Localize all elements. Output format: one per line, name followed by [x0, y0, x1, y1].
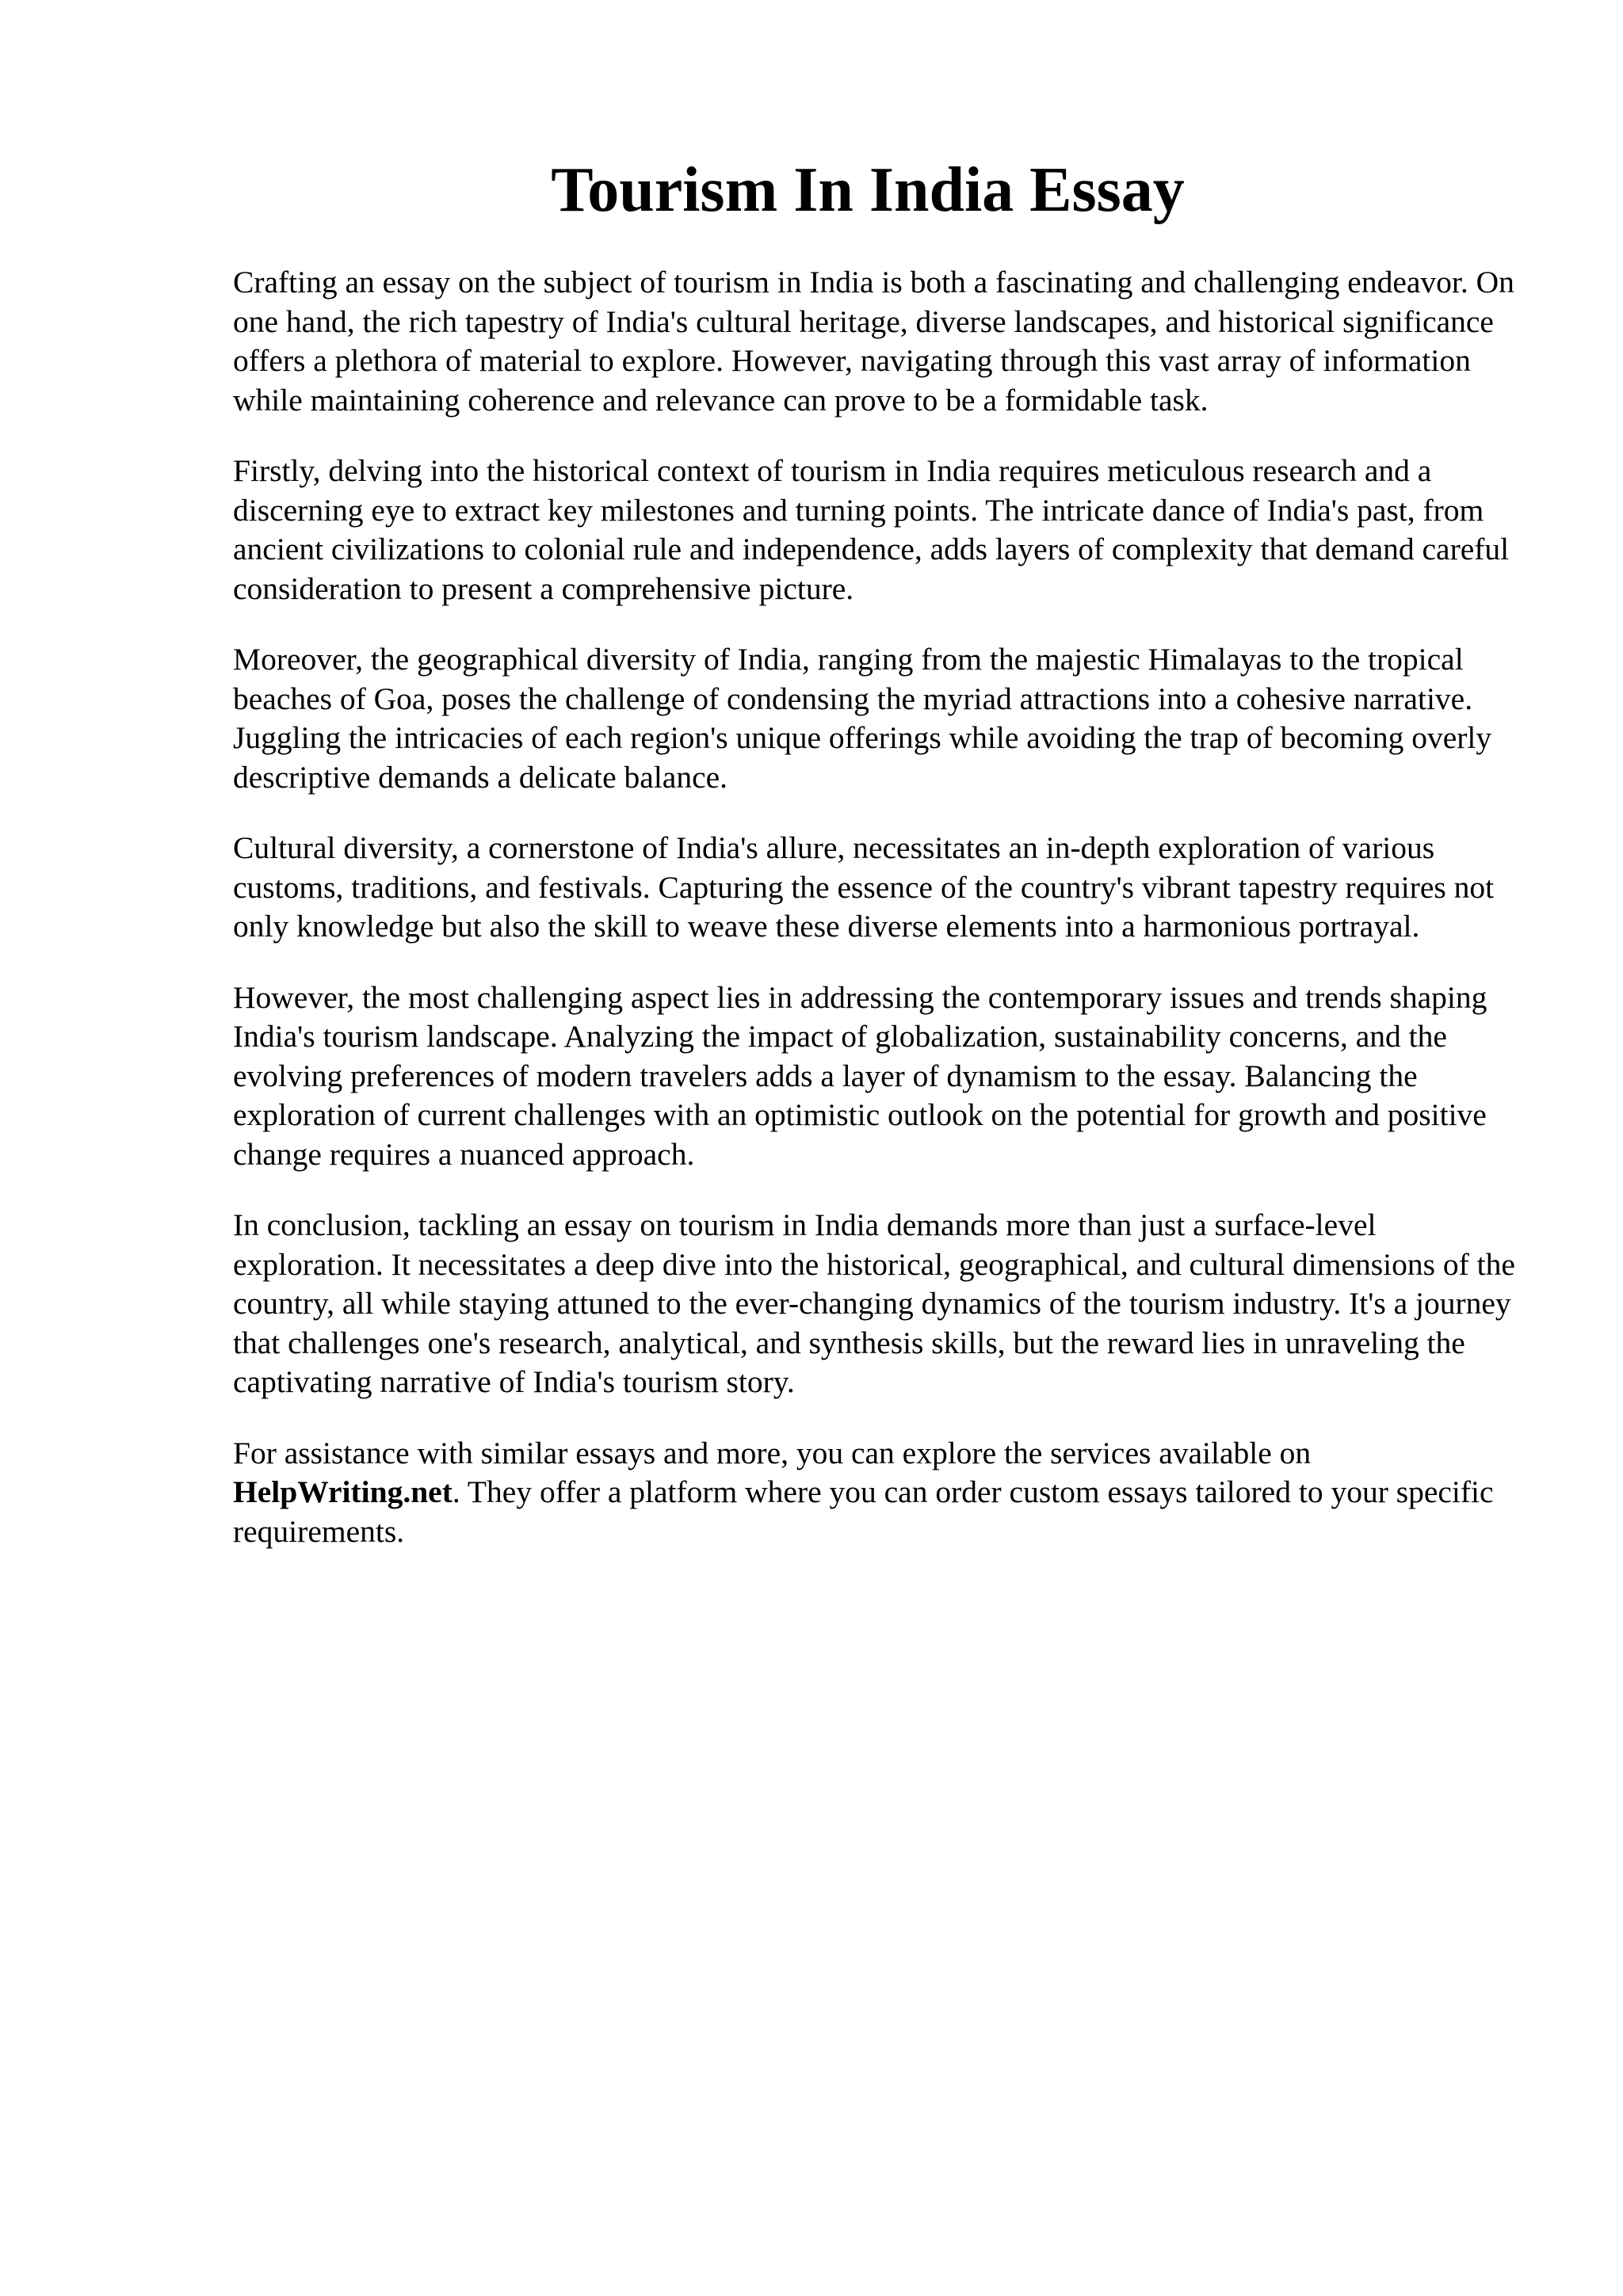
essay-body — [233, 263, 1533, 1583]
closing-text-start: For assistance with similar essays and more, you can explore the services available on — [233, 1435, 1312, 1470]
paragraph-cultural: Cultural diversity, a cornerstone of India's allure, necessitates an in-depth exploration of various customs, traditions, and festivals. Capturing the essence of the country's vibrant tapestry requires not only knowledge but also the skill to weave these diverse elements into a harmonious portrayal. — [233, 830, 1495, 944]
page-title: Tourism In India Essay — [551, 155, 1185, 225]
brand-link[interactable]: HelpWriting.net — [233, 1474, 453, 1509]
paragraph-closing — [233, 1434, 1533, 1552]
paragraph-geographical: Moreover, the geographical diversity of India, ranging from the majestic Himalayas to the tropical beaches of Goa, poses the challenge of condensing the myriad attractions into a cohesive narrative. Juggling the intricacies of each region's unique offerings while avoiding the trap of becoming overly descriptive demands a delicate balance. — [233, 642, 1492, 795]
paragraph-contemporary: However, the most challenging aspect lies in addressing the contemporary issues and trends shaping India's tourism landscape. Analyzing the impact of globalization, sustainability concerns, and the evolving preferences of modern travelers adds a layer of dynamism to the essay. Balancing the exploration of current challenges with an optimistic outlook on the potential for growth and positive change requires a nuanced approach. — [233, 979, 1487, 1172]
paragraph-intro: Crafting an essay on the subject of tourism in India is both a fascinating and challenging endeavor. On one hand, the rich tapestry of India's cultural heritage, diverse landscapes, and historical significance offers a plethora of material to explore. However, navigating through this vast array of information while maintaining coherence and relevance can prove to be a formidable task. — [233, 265, 1514, 418]
closing-text-end: . They offer a platform where you can order custom essays tailored to your specific requirements. — [233, 1474, 1494, 1549]
paragraph-conclusion: In conclusion, tackling an essay on tourism in India demands more than just a surface-level exploration. It necessitates a deep dive into the historical, geographical, and cultural dimensions of the country, all while staying attuned to the ever-changing dynamics of the tourism industry. It's a journey that challenges one's research, analytical, and synthesis skills, but the reward lies in unraveling the captivating narrative of India's tourism story. — [233, 1207, 1515, 1399]
paragraph-historical: Firstly, delving into the historical context of tourism in India requires meticulous research and a discerning eye to extract key milestones and turning points. The intricate dance of India's past, from ancient civilizations to colonial rule and independence, adds layers of complexity that demand careful consideration to present a comprehensive picture. — [233, 453, 1510, 606]
